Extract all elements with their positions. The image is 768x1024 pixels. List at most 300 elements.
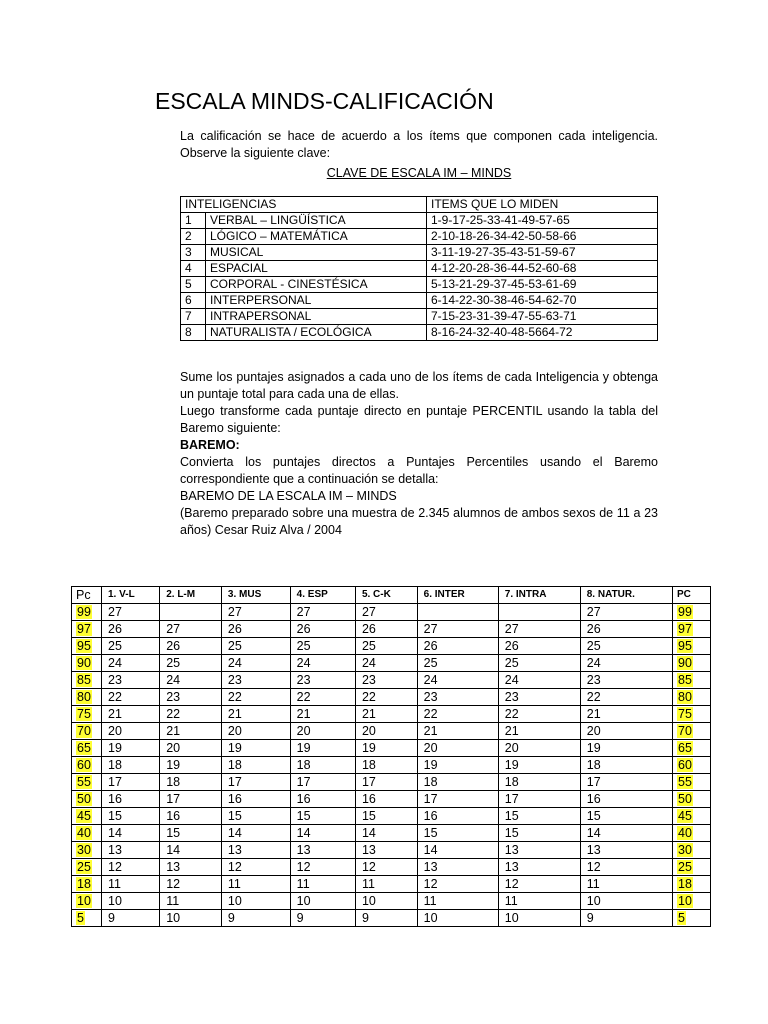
baremo-score-cell: 22 xyxy=(221,689,290,706)
percentile-value: 75 xyxy=(77,707,91,721)
baremo-percentile-cell xyxy=(673,689,711,706)
baremo-header-cell: 3. MUS xyxy=(221,587,290,604)
clave-header-items: ITEMS QUE LO MIDEN xyxy=(427,197,658,213)
baremo-score-cell: 26 xyxy=(355,621,417,638)
baremo-row xyxy=(72,706,711,723)
baremo-score-cell: 18 xyxy=(102,757,160,774)
baremo-score-cell: 26 xyxy=(160,638,222,655)
baremo-percentile-cell xyxy=(673,604,711,621)
baremo-percentile-cell xyxy=(72,672,102,689)
instruction-convert: Convierta los puntajes directos a Puntajes Percentiles usando el Baremo correspondiente que a continuación se detalla: xyxy=(180,455,658,486)
baremo-header-cell: 7. INTRA xyxy=(498,587,580,604)
baremo-score-cell: 18 xyxy=(160,774,222,791)
baremo-row xyxy=(72,672,711,689)
baremo-percentile-cell xyxy=(72,706,102,723)
baremo-score-cell: 20 xyxy=(221,723,290,740)
baremo-score-cell: 14 xyxy=(290,825,355,842)
percentile-value: 60 xyxy=(678,758,692,772)
clave-number: 6 xyxy=(181,293,206,309)
baremo-score-cell: 21 xyxy=(290,706,355,723)
baremo-score-cell: 27 xyxy=(580,604,672,621)
baremo-header-cell: PC xyxy=(673,587,711,604)
baremo-score-cell: 18 xyxy=(498,774,580,791)
baremo-score-cell: 10 xyxy=(221,893,290,910)
baremo-score-cell: 10 xyxy=(498,910,580,927)
clave-intelligence: LÓGICO – MATEMÁTICA xyxy=(206,229,427,245)
baremo-score-cell: 13 xyxy=(102,842,160,859)
baremo-score-cell: 20 xyxy=(290,723,355,740)
baremo-row xyxy=(72,638,711,655)
baremo-score-cell: 13 xyxy=(355,842,417,859)
percentile-value: 30 xyxy=(678,843,692,857)
baremo-score-cell: 27 xyxy=(160,621,222,638)
baremo-score-cell: 11 xyxy=(290,876,355,893)
baremo-score-cell: 20 xyxy=(580,723,672,740)
baremo-score-cell: 19 xyxy=(355,740,417,757)
clave-number: 8 xyxy=(181,325,206,341)
baremo-percentile-cell xyxy=(673,808,711,825)
baremo-score-cell: 24 xyxy=(160,672,222,689)
baremo-percentile-cell xyxy=(72,723,102,740)
baremo-score-cell: 26 xyxy=(102,621,160,638)
baremo-percentile-cell xyxy=(72,604,102,621)
clave-number: 1 xyxy=(181,213,206,229)
percentile-value: 80 xyxy=(77,690,91,704)
baremo-score-cell: 17 xyxy=(160,791,222,808)
baremo-percentile-cell xyxy=(673,740,711,757)
baremo-score-cell: 27 xyxy=(290,604,355,621)
percentile-value: 99 xyxy=(77,605,91,619)
baremo-score-cell: 15 xyxy=(102,808,160,825)
clave-intelligence: MUSICAL xyxy=(206,245,427,261)
baremo-score-cell: 23 xyxy=(102,672,160,689)
baremo-percentile-cell xyxy=(72,791,102,808)
clave-row xyxy=(181,213,658,229)
baremo-row xyxy=(72,893,711,910)
clave-intelligence: CORPORAL - CINESTÉSICA xyxy=(206,277,427,293)
baremo-score-cell: 27 xyxy=(221,604,290,621)
baremo-score-cell: 16 xyxy=(355,791,417,808)
baremo-score-cell: 24 xyxy=(580,655,672,672)
baremo-row xyxy=(72,910,711,927)
clave-intelligence: ESPACIAL xyxy=(206,261,427,277)
clave-number: 5 xyxy=(181,277,206,293)
baremo-score-cell: 17 xyxy=(498,791,580,808)
percentile-value: 70 xyxy=(678,724,692,738)
baremo-score-cell: 24 xyxy=(102,655,160,672)
clave-items: 5-13-21-29-37-45-53-61-69 xyxy=(427,277,658,293)
baremo-score-cell: 21 xyxy=(102,706,160,723)
baremo-score-cell: 16 xyxy=(160,808,222,825)
baremo-score-cell: 19 xyxy=(102,740,160,757)
baremo-row xyxy=(72,791,711,808)
clave-row xyxy=(181,261,658,277)
clave-items: 8-16-24-32-40-48-5664-72 xyxy=(427,325,658,341)
baremo-score-cell: 19 xyxy=(417,757,498,774)
baremo-row xyxy=(72,621,711,638)
percentile-value: 90 xyxy=(678,656,692,670)
baremo-percentile-cell xyxy=(72,859,102,876)
baremo-score-cell: 15 xyxy=(160,825,222,842)
clave-number: 4 xyxy=(181,261,206,277)
baremo-score-cell: 16 xyxy=(580,791,672,808)
baremo-score-cell: 25 xyxy=(102,638,160,655)
percentile-value: 10 xyxy=(77,894,91,908)
baremo-score-cell: 20 xyxy=(355,723,417,740)
baremo-score-cell: 11 xyxy=(355,876,417,893)
baremo-score-cell: 26 xyxy=(221,621,290,638)
baremo-score-cell: 19 xyxy=(290,740,355,757)
clave-items: 4-12-20-28-36-44-52-60-68 xyxy=(427,261,658,277)
baremo-score-cell: 11 xyxy=(221,876,290,893)
baremo-percentile-cell xyxy=(673,825,711,842)
baremo-header-cell: 6. INTER xyxy=(417,587,498,604)
baremo-score-cell: 25 xyxy=(221,638,290,655)
baremo-score-cell: 18 xyxy=(221,757,290,774)
baremo-score-cell: 27 xyxy=(498,621,580,638)
baremo-percentile-cell xyxy=(72,808,102,825)
baremo-score-cell: 19 xyxy=(498,757,580,774)
baremo-score-cell: 24 xyxy=(498,672,580,689)
baremo-percentile-cell xyxy=(673,655,711,672)
baremo-percentile-cell xyxy=(72,689,102,706)
baremo-score-cell: 23 xyxy=(355,672,417,689)
clave-number: 2 xyxy=(181,229,206,245)
percentile-value: 65 xyxy=(77,741,91,755)
baremo-score-cell: 18 xyxy=(580,757,672,774)
baremo-score-cell: 9 xyxy=(355,910,417,927)
baremo-score-cell: 15 xyxy=(498,808,580,825)
baremo-score-cell: 22 xyxy=(417,706,498,723)
clave-items: 7-15-23-31-39-47-55-63-71 xyxy=(427,309,658,325)
baremo-score-cell: 24 xyxy=(290,655,355,672)
baremo-score-cell xyxy=(160,604,222,621)
baremo-score-cell: 24 xyxy=(355,655,417,672)
baremo-score-cell: 23 xyxy=(417,689,498,706)
baremo-score-cell: 17 xyxy=(355,774,417,791)
baremo-score-cell: 21 xyxy=(498,723,580,740)
baremo-percentile-cell xyxy=(673,791,711,808)
clave-number: 7 xyxy=(181,309,206,325)
percentile-value: 55 xyxy=(678,775,692,789)
baremo-score-cell: 13 xyxy=(160,859,222,876)
baremo-percentile-cell xyxy=(673,876,711,893)
baremo-score-cell: 12 xyxy=(160,876,222,893)
baremo-score-cell: 15 xyxy=(221,808,290,825)
baremo-score-cell: 23 xyxy=(160,689,222,706)
baremo-percentile-cell xyxy=(72,893,102,910)
baremo-score-cell: 11 xyxy=(160,893,222,910)
clave-header-row xyxy=(181,197,658,213)
page-title: ESCALA MINDS-CALIFICACIÓN xyxy=(155,88,494,114)
baremo-score-cell: 22 xyxy=(498,706,580,723)
baremo-score-cell: 24 xyxy=(417,672,498,689)
percentile-value: 97 xyxy=(678,622,692,636)
baremo-percentile-cell xyxy=(673,723,711,740)
baremo-score-cell: 25 xyxy=(498,655,580,672)
baremo-score-cell: 26 xyxy=(290,621,355,638)
baremo-percentile-cell xyxy=(72,740,102,757)
baremo-percentile-cell xyxy=(673,672,711,689)
baremo-score-cell: 21 xyxy=(355,706,417,723)
percentile-value: 99 xyxy=(678,605,692,619)
baremo-score-cell: 15 xyxy=(498,825,580,842)
baremo-row xyxy=(72,655,711,672)
clave-items: 1-9-17-25-33-41-49-57-65 xyxy=(427,213,658,229)
baremo-score-cell: 25 xyxy=(580,638,672,655)
percentile-value: 60 xyxy=(77,758,91,772)
baremo-score-cell: 12 xyxy=(355,859,417,876)
baremo-percentile-cell xyxy=(673,893,711,910)
baremo-score-cell: 26 xyxy=(580,621,672,638)
baremo-label: BAREMO: xyxy=(180,438,240,452)
baremo-score-cell: 22 xyxy=(160,706,222,723)
baremo-score-cell: 12 xyxy=(290,859,355,876)
baremo-percentile-cell xyxy=(673,842,711,859)
baremo-score-cell: 10 xyxy=(160,910,222,927)
percentile-value: 30 xyxy=(77,843,91,857)
baremo-score-cell: 9 xyxy=(580,910,672,927)
baremo-score-cell: 17 xyxy=(221,774,290,791)
percentile-value: 45 xyxy=(678,809,692,823)
baremo-score-cell: 22 xyxy=(102,689,160,706)
instruction-transform: Luego transforme cada puntaje directo en puntaje PERCENTIL usando la tabla del Baremo siguiente: xyxy=(180,404,658,435)
baremo-score-cell: 21 xyxy=(580,706,672,723)
baremo-score-cell: 12 xyxy=(498,876,580,893)
baremo-score-cell: 11 xyxy=(498,893,580,910)
baremo-score-cell: 22 xyxy=(580,689,672,706)
baremo-score-cell: 21 xyxy=(417,723,498,740)
baremo-header-cell: 8. NATUR. xyxy=(580,587,672,604)
baremo-row xyxy=(72,825,711,842)
baremo-score-cell: 14 xyxy=(417,842,498,859)
baremo-row xyxy=(72,859,711,876)
baremo-score-cell: 19 xyxy=(160,757,222,774)
baremo-percentile-cell xyxy=(673,706,711,723)
baremo-score-cell: 15 xyxy=(417,825,498,842)
baremo-score-cell: 15 xyxy=(290,808,355,825)
baremo-score-cell: 25 xyxy=(160,655,222,672)
baremo-score-cell: 13 xyxy=(290,842,355,859)
baremo-percentile-cell xyxy=(72,638,102,655)
baremo-score-cell: 17 xyxy=(290,774,355,791)
baremo-subtitle: BAREMO DE LA ESCALA IM – MINDS xyxy=(180,489,397,503)
baremo-percentile-cell xyxy=(673,621,711,638)
baremo-score-cell: 16 xyxy=(290,791,355,808)
baremo-score-cell: 14 xyxy=(580,825,672,842)
baremo-percentile-cell xyxy=(72,621,102,638)
clave-intelligence: INTRAPERSONAL xyxy=(206,309,427,325)
baremo-row xyxy=(72,757,711,774)
baremo-score-cell: 17 xyxy=(417,791,498,808)
baremo-percentile-cell xyxy=(673,774,711,791)
baremo-score-cell: 20 xyxy=(102,723,160,740)
baremo-score-cell: 18 xyxy=(355,757,417,774)
percentile-value: 85 xyxy=(77,673,91,687)
baremo-score-cell: 22 xyxy=(290,689,355,706)
baremo-score-cell: 22 xyxy=(355,689,417,706)
baremo-score-cell: 24 xyxy=(221,655,290,672)
baremo-row xyxy=(72,808,711,825)
baremo-header-cell: 5. C-K xyxy=(355,587,417,604)
percentile-value: 65 xyxy=(678,741,692,755)
baremo-score-cell: 19 xyxy=(221,740,290,757)
baremo-row xyxy=(72,604,711,621)
baremo-score-cell: 27 xyxy=(355,604,417,621)
baremo-score-cell xyxy=(417,604,498,621)
baremo-score-cell: 21 xyxy=(221,706,290,723)
percentile-value: 25 xyxy=(678,860,692,874)
baremo-score-cell: 16 xyxy=(417,808,498,825)
baremo-percentile-cell xyxy=(72,910,102,927)
baremo-score-cell: 27 xyxy=(417,621,498,638)
baremo-percentile-cell xyxy=(673,910,711,927)
clave-items: 2-10-18-26-34-42-50-58-66 xyxy=(427,229,658,245)
clave-row xyxy=(181,325,658,341)
baremo-score-cell: 9 xyxy=(221,910,290,927)
baremo-row xyxy=(72,876,711,893)
clave-row xyxy=(181,309,658,325)
baremo-score-cell: 11 xyxy=(102,876,160,893)
percentile-value: 97 xyxy=(77,622,91,636)
clave-title: CLAVE DE ESCALA IM – MINDS xyxy=(326,166,512,180)
clave-row xyxy=(181,293,658,309)
percentile-value: 50 xyxy=(77,792,91,806)
baremo-header-row xyxy=(72,587,711,604)
baremo-score-cell: 18 xyxy=(417,774,498,791)
baremo-source: (Baremo preparado sobre una muestra de 2.345 alumnos de ambos sexos de 11 a 23 años) Cesar Ruiz Alva / 2004 xyxy=(180,506,658,537)
clave-row xyxy=(181,245,658,261)
baremo-row xyxy=(72,723,711,740)
clave-items: 6-14-22-30-38-46-54-62-70 xyxy=(427,293,658,309)
baremo-score-cell: 19 xyxy=(580,740,672,757)
percentile-value: 70 xyxy=(77,724,91,738)
instruction-sum: Sume los puntajes asignados a cada uno de los ítems de cada Inteligencia y obtenga un puntaje total para cada una de ellas. xyxy=(180,370,658,401)
percentile-value: 90 xyxy=(77,656,91,670)
baremo-percentile-cell xyxy=(673,638,711,655)
clave-table xyxy=(180,196,658,341)
baremo-score-cell: 23 xyxy=(498,689,580,706)
percentile-value: 80 xyxy=(678,690,692,704)
clave-header-inteligencias: INTELIGENCIAS xyxy=(181,197,427,213)
percentile-value: 40 xyxy=(678,826,692,840)
percentile-value: 25 xyxy=(77,860,91,874)
percentile-value: 55 xyxy=(77,775,91,789)
baremo-row xyxy=(72,774,711,791)
baremo-score-cell: 25 xyxy=(417,655,498,672)
baremo-header-cell: Pc xyxy=(72,587,102,604)
baremo-score-cell: 10 xyxy=(355,893,417,910)
baremo-header-cell: 2. L-M xyxy=(160,587,222,604)
baremo-score-cell: 23 xyxy=(580,672,672,689)
baremo-score-cell: 25 xyxy=(290,638,355,655)
baremo-score-cell: 13 xyxy=(498,859,580,876)
baremo-score-cell: 16 xyxy=(102,791,160,808)
baremo-row xyxy=(72,689,711,706)
baremo-score-cell: 10 xyxy=(580,893,672,910)
baremo-score-cell: 15 xyxy=(355,808,417,825)
baremo-score-cell: 14 xyxy=(355,825,417,842)
baremo-score-cell: 21 xyxy=(160,723,222,740)
baremo-percentile-cell xyxy=(72,842,102,859)
baremo-score-cell: 12 xyxy=(580,859,672,876)
baremo-score-cell: 11 xyxy=(580,876,672,893)
baremo-percentile-cell xyxy=(673,757,711,774)
baremo-percentile-cell xyxy=(72,655,102,672)
baremo-score-cell: 12 xyxy=(417,876,498,893)
baremo-row xyxy=(72,842,711,859)
percentile-value: 95 xyxy=(678,639,692,653)
baremo-percentile-cell xyxy=(72,774,102,791)
percentile-value: 18 xyxy=(678,877,692,891)
baremo-percentile-cell xyxy=(72,825,102,842)
baremo-score-cell: 11 xyxy=(417,893,498,910)
baremo-score-cell: 20 xyxy=(498,740,580,757)
percentile-value: 40 xyxy=(77,826,91,840)
baremo-score-cell: 26 xyxy=(498,638,580,655)
baremo-score-cell: 14 xyxy=(221,825,290,842)
baremo-score-cell: 13 xyxy=(417,859,498,876)
clave-intelligence: VERBAL – LINGÜÍSTICA xyxy=(206,213,427,229)
baremo-percentile-cell xyxy=(72,876,102,893)
baremo-score-cell: 26 xyxy=(417,638,498,655)
baremo-score-cell: 14 xyxy=(102,825,160,842)
clave-number: 3 xyxy=(181,245,206,261)
percentile-value: 75 xyxy=(678,707,692,721)
baremo-score-cell: 23 xyxy=(290,672,355,689)
baremo-percentile-cell xyxy=(72,757,102,774)
clave-items: 3-11-19-27-35-43-51-59-67 xyxy=(427,245,658,261)
baremo-score-cell: 10 xyxy=(417,910,498,927)
baremo-score-cell: 25 xyxy=(355,638,417,655)
baremo-score-cell: 15 xyxy=(580,808,672,825)
baremo-row xyxy=(72,740,711,757)
instructions-block xyxy=(180,369,658,539)
baremo-score-cell: 23 xyxy=(221,672,290,689)
baremo-score-cell: 13 xyxy=(221,842,290,859)
baremo-score-cell: 9 xyxy=(290,910,355,927)
baremo-score-cell: 9 xyxy=(102,910,160,927)
baremo-score-cell: 12 xyxy=(221,859,290,876)
baremo-score-cell: 18 xyxy=(290,757,355,774)
percentile-value: 18 xyxy=(77,877,91,891)
baremo-score-cell: 20 xyxy=(160,740,222,757)
baremo-table xyxy=(71,586,711,927)
intro-paragraph: La calificación se hace de acuerdo a los ítems que componen cada inteligencia. Observe la siguiente clave: xyxy=(180,129,658,160)
baremo-score-cell: 13 xyxy=(498,842,580,859)
clave-intelligence: INTERPERSONAL xyxy=(206,293,427,309)
clave-intelligence: NATURALISTA / ECOLÓGICA xyxy=(206,325,427,341)
baremo-score-cell: 20 xyxy=(417,740,498,757)
baremo-percentile-cell xyxy=(673,859,711,876)
baremo-score-cell: 17 xyxy=(102,774,160,791)
clave-row xyxy=(181,277,658,293)
clave-row xyxy=(181,229,658,245)
percentile-value: 95 xyxy=(77,639,91,653)
percentile-value: 85 xyxy=(678,673,692,687)
percentile-value: 5 xyxy=(77,911,84,925)
baremo-score-cell: 16 xyxy=(221,791,290,808)
baremo-score-cell: 10 xyxy=(102,893,160,910)
baremo-header-cell: 4. ESP xyxy=(290,587,355,604)
baremo-score-cell: 27 xyxy=(102,604,160,621)
percentile-value: 10 xyxy=(678,894,692,908)
baremo-score-cell xyxy=(498,604,580,621)
baremo-header-cell: 1. V-L xyxy=(102,587,160,604)
baremo-score-cell: 12 xyxy=(102,859,160,876)
baremo-score-cell: 10 xyxy=(290,893,355,910)
percentile-value: 45 xyxy=(77,809,91,823)
